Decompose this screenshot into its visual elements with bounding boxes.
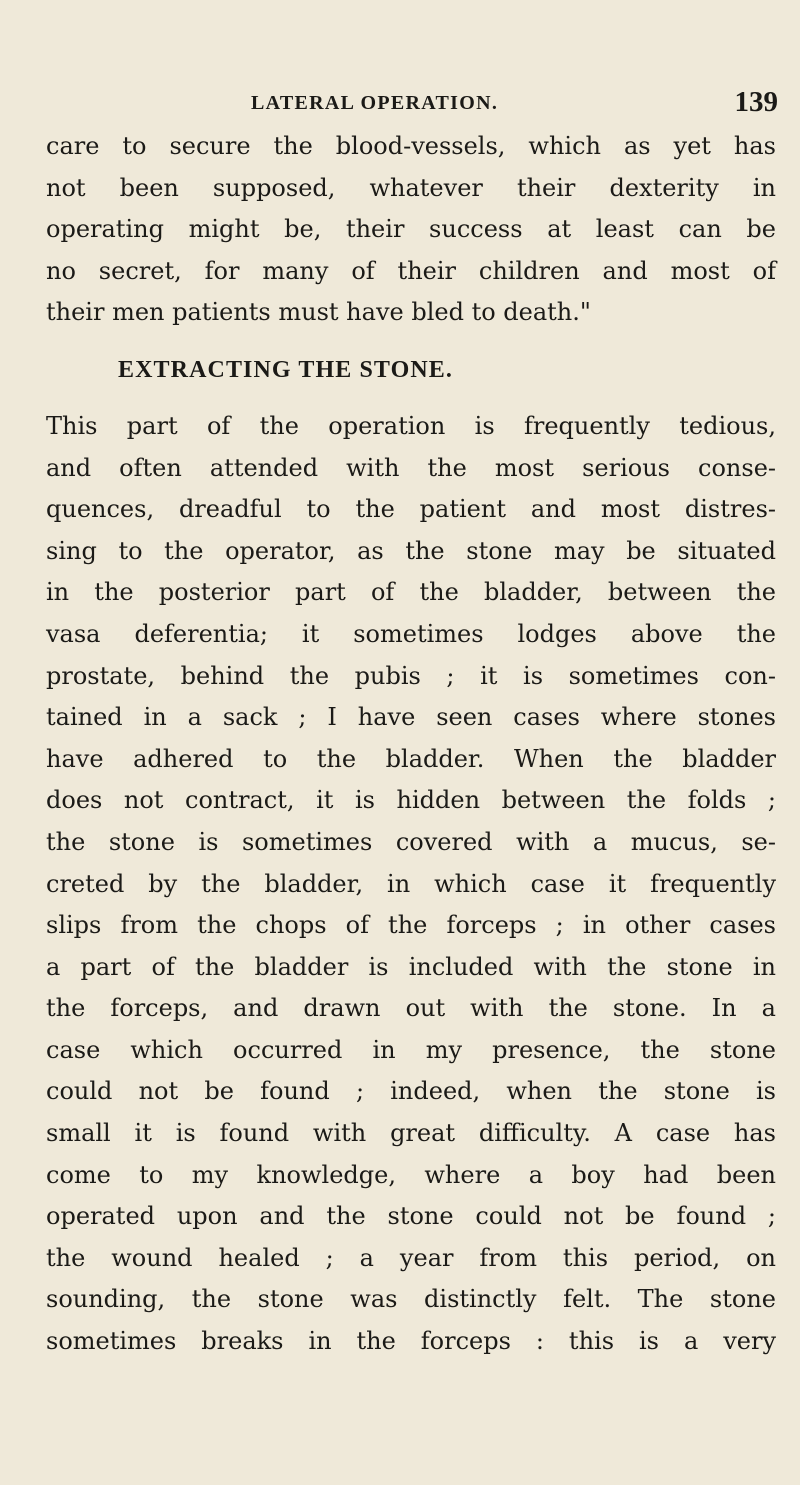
text-line: This part of the operation is frequently tedious, [46, 411, 776, 440]
text-line: care to secure the blood-vessels, which as yet has [46, 132, 776, 160]
text-line: does not contract, it is hidden between the folds ; [46, 786, 776, 815]
running-head [46, 0, 778, 132]
text-line: case which occurred in my presence, the stone [46, 1035, 776, 1064]
text-line: creted by the bladder, in which case it frequently [46, 869, 776, 898]
text-line: prostate, behind the pubis ; it is sometimes con- [46, 661, 776, 690]
text-line: tained in a sack ; I have seen cases where stones [46, 703, 776, 732]
text-line: come to my knowledge, where a boy had been [46, 1160, 776, 1189]
text-line: have adhered to the bladder. When the bladder [46, 744, 776, 773]
text-line: quences, dreadful to the patient and most distres- [46, 495, 776, 524]
page-number: 139 [734, 86, 778, 118]
text-line: a part of the bladder is included with the stone in [46, 952, 776, 981]
text-line: slips from the chops of the forceps ; in other cases [46, 911, 776, 940]
text-line: their men patients must have bled to death." [46, 298, 591, 327]
opening-paragraph [46, 126, 776, 334]
text-line: sing to the operator, as the stone may be situated [46, 536, 776, 565]
text-line: operating might be, their success at least can be [46, 215, 776, 244]
text-line: could not be found ; indeed, when the stone is [46, 1077, 776, 1106]
text-line: and often attended with the most serious conse- [46, 453, 776, 482]
text-line: in the posterior part of the bladder, between the [46, 578, 776, 607]
text-line: sounding, the stone was distinctly felt. The stone [46, 1285, 776, 1314]
text-line: the stone is sometimes covered with a mucus, se- [46, 827, 776, 856]
text-line: sometimes breaks in the forceps : this is a very [46, 1327, 776, 1356]
text-line: the forceps, and drawn out with the stone. In a [46, 994, 776, 1023]
text-line: the wound healed ; a year from this period, on [46, 1243, 776, 1272]
text-line: operated upon and the stone could not be found ; [46, 1202, 776, 1231]
text-line: no secret, for many of their children and most of [46, 256, 776, 285]
text-line: small it is found with great difficulty. A case has [46, 1119, 776, 1148]
section-heading: EXTRACTING THE STONE. [118, 356, 453, 383]
text-line: not been supposed, whatever their dexterity in [46, 173, 776, 202]
section-paragraph [46, 406, 776, 1363]
text-line: vasa deferentia; it sometimes lodges above the [46, 619, 776, 648]
running-title: LATERAL OPERATION. [251, 92, 499, 114]
